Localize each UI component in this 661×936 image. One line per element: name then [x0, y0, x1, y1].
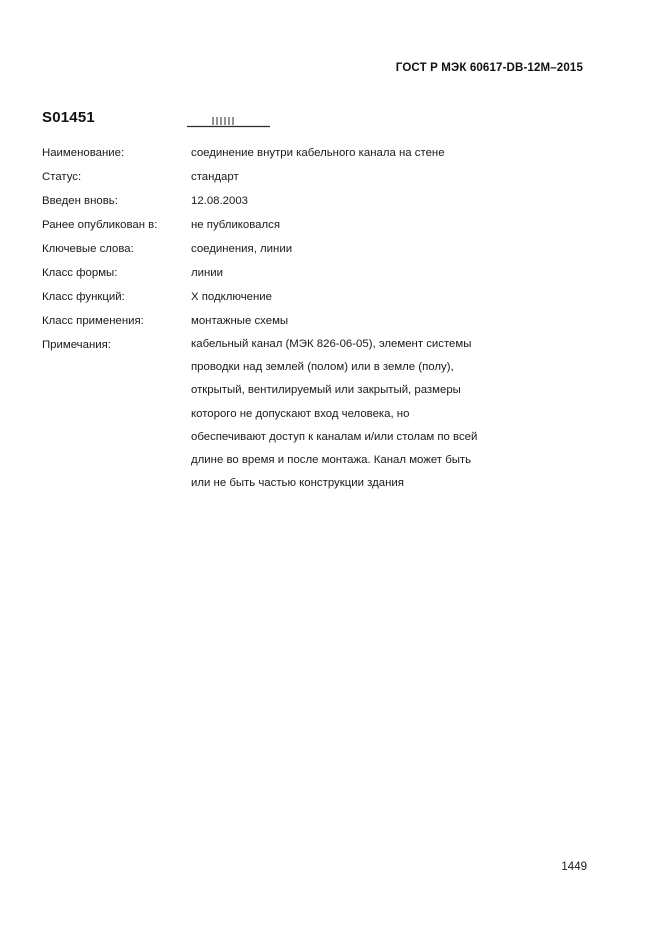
property-label: Статус: — [42, 171, 82, 183]
table-row — [42, 261, 602, 285]
connection-inside-wall-cable-trunking-symbol — [186, 104, 272, 134]
property-label: Класс применения: — [42, 315, 144, 327]
property-label: Ключевые слова: — [42, 243, 134, 255]
table-row — [42, 237, 602, 261]
property-value: монтажные схемы — [191, 315, 289, 327]
note-line: которого не допускают вход человека, но — [191, 407, 410, 420]
property-value: стандарт — [191, 171, 239, 183]
page-number: 1449 — [561, 861, 587, 873]
property-label: Класс формы: — [42, 267, 118, 279]
note-line: длине во время и после монтажа. Канал может быть — [191, 454, 472, 467]
property-value: X подключение — [191, 291, 272, 303]
page-title: S01451 — [42, 109, 95, 126]
property-label: Наименование: — [42, 147, 125, 159]
property-value-notes — [191, 333, 602, 495]
property-value: соединения, линии — [191, 243, 293, 255]
note-line: проводки над землей (полом) или в земле (полу), — [191, 361, 454, 374]
table-row — [42, 165, 602, 189]
property-label: Класс функций: — [42, 291, 125, 303]
property-label: Введен вновь: — [42, 195, 118, 207]
table-row — [42, 141, 602, 165]
property-label: Ранее опубликован в: — [42, 219, 158, 231]
note-line: или не быть частью конструкции здания — [191, 477, 404, 490]
table-row — [42, 189, 602, 213]
property-label: Примечания: — [42, 339, 111, 351]
property-value: 12.08.2003 — [191, 195, 249, 207]
document-header-standard-number: ГОСТ Р МЭК 60617-DB-12M–2015 — [395, 62, 583, 74]
table-row — [42, 285, 602, 309]
note-line: кабельный канал (МЭК 826-06-05), элемент системы — [191, 338, 472, 350]
note-line: открытый, вентилируемый или закрытый, размеры — [191, 384, 461, 397]
property-value: не публиковался — [191, 219, 281, 231]
symbol-properties-table — [42, 141, 602, 495]
table-row — [42, 309, 602, 333]
property-value: соединение внутри кабельного канала на стене — [191, 147, 445, 159]
table-row — [42, 213, 602, 237]
property-value: линии — [191, 267, 224, 279]
table-row-notes — [42, 333, 602, 495]
note-line: обеспечивают доступ к каналам и/или столам по всей — [191, 430, 478, 443]
